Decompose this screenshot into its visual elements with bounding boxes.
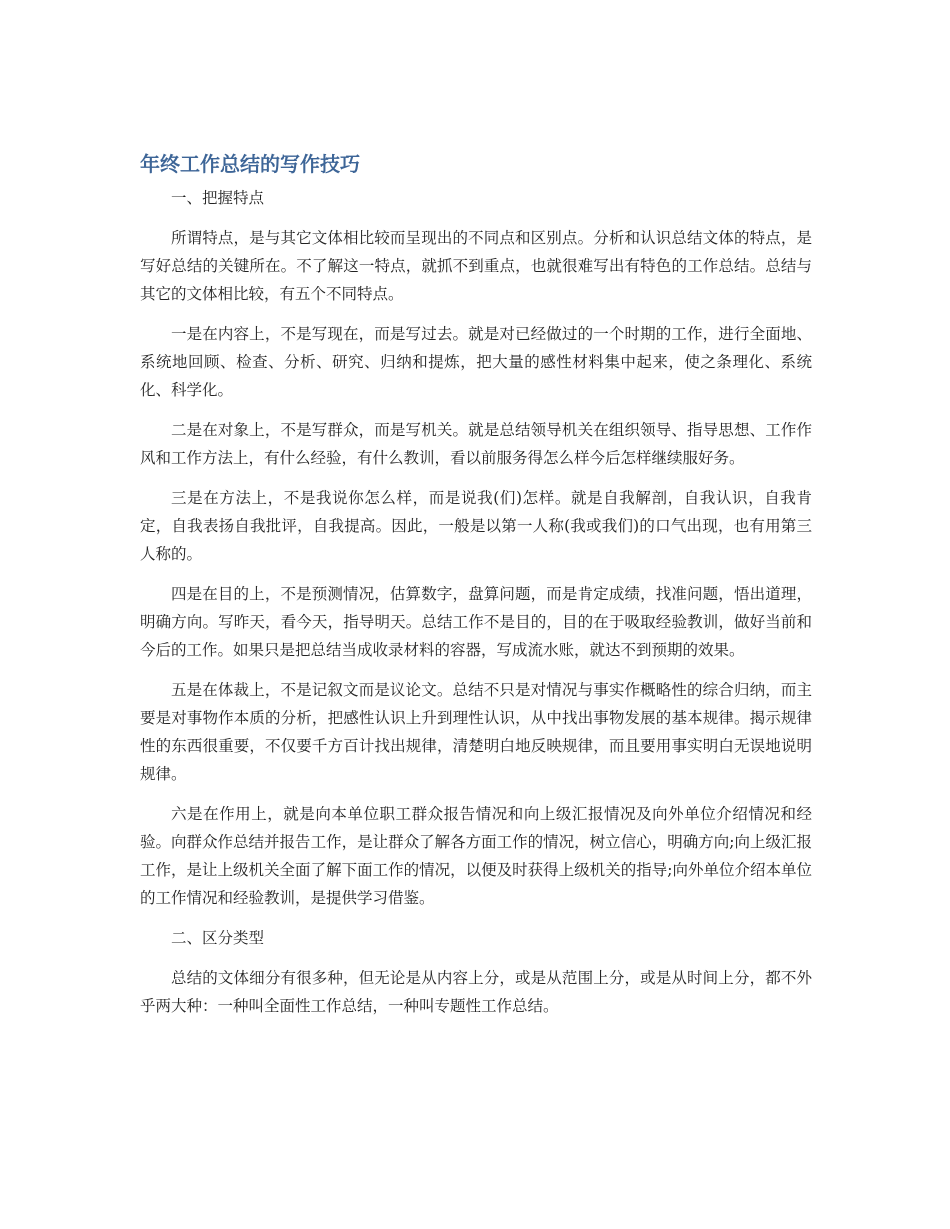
document-page xyxy=(140,150,812,1032)
section-heading: 二、区分类型 xyxy=(171,929,265,947)
paragraph: 所谓特点，是与其它文体相比较而呈现出的不同点和区别点。分析和认识总结文体的特点，是写好总结的关键所在。不了解这一特点，就抓不到重点，也就很难写出有特色的工作总结。总结与其它的文体相比较，有五个不同特点。 xyxy=(140,229,812,303)
paragraph: 一是在内容上，不是写现在，而是写过去。就是对已经做过的一个时期的工作，进行全面地、系统地回顾、检查、分析、研究、归纳和提炼，把大量的感性材料集中起来，使之条理化、系统化、科学化。 xyxy=(140,325,812,399)
section-heading: 一、把握特点 xyxy=(171,189,265,207)
paragraph: 二是在对象上，不是写群众，而是写机关。就是总结领导机关在组织领导、指导思想、工作作风和工作方法上，有什么经验，有什么教训，看以前服务得怎么样今后怎样继续服好务。 xyxy=(140,421,812,467)
paragraph: 三是在方法上，不是我说你怎么样，而是说我(们)怎样。就是自我解剖，自我认识，自我肯定，自我表扬自我批评，自我提高。因此，一般是以第一人称(我或我们)的口气出现，也有用第三人称的。 xyxy=(140,489,812,563)
paragraph: 五是在体裁上，不是记叙文而是议论文。总结不只是对情况与事实作概略性的综合归纳，而主要是对事物作本质的分析，把感性认识上升到理性认识，从中找出事物发展的基本规律。揭示规律性的东西很重要，不仅要千方百计找出规律，清楚明白地反映规律，而且要用事实明白无误地说明规律。 xyxy=(140,681,812,783)
paragraph: 四是在目的上，不是预测情况，估算数字，盘算问题，而是肯定成绩，找准问题，悟出道理，明确方向。写昨天，看今天，指导明天。总结工作不是目的，目的在于吸取经验教训，做好当前和今后的工作。如果只是把总结当成收录材料的容器，写成流水账，就达不到预期的效果。 xyxy=(140,585,812,659)
document-title: 年终工作总结的写作技巧 xyxy=(140,152,360,176)
paragraph: 六是在作用上，就是向本单位职工群众报告情况和向上级汇报情况及向外单位介绍情况和经验。向群众作总结并报告工作，是让群众了解各方面工作的情况，树立信心，明确方向;向上级汇报工作，是让上级机关全面了解下面工作的情况，以便及时获得上级机关的指导;向外单位介绍本单位的工作情况和经验教训，是提供学习借鉴。 xyxy=(140,805,812,907)
paragraph: 总结的文体细分有很多种，但无论是从内容上分，或是从范围上分，或是从时间上分，都不外乎两大种：一种叫全面性工作总结，一种叫专题性工作总结。 xyxy=(140,969,812,1015)
